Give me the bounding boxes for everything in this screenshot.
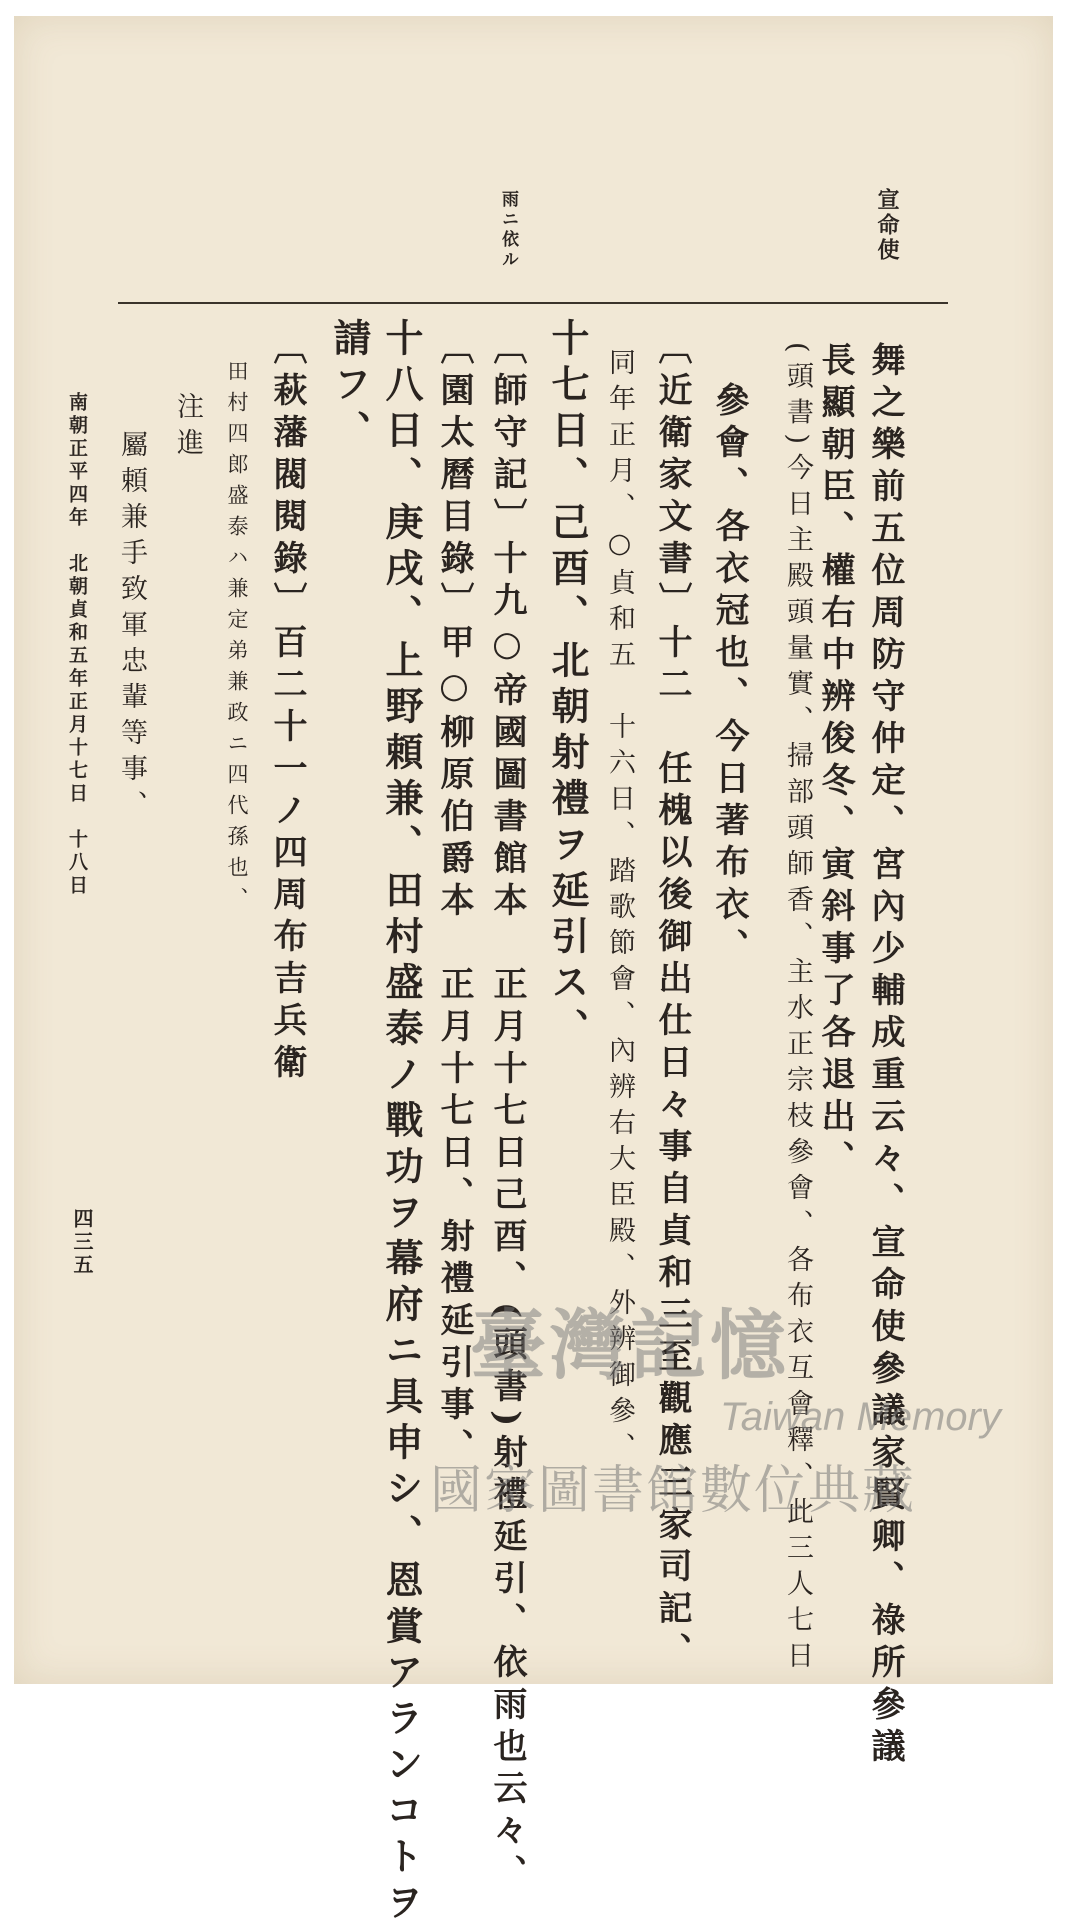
running-header-title: 宣命使 xyxy=(874,188,900,263)
text-column-13: 田村四郎盛泰ハ兼定弟兼政ニ四代孫也、 xyxy=(225,360,249,918)
footer-date: 南朝正平四年 北朝貞和五年正月十七日 十八日 xyxy=(66,392,88,898)
text-column-10: 十八日、庚戌、上野頼兼、田村盛泰ノ戰功ヲ幕府ニ具申シ、恩賞アランコトヲ xyxy=(379,318,424,1928)
text-column-9: 〔園太曆目錄〕甲○柳原伯爵本 正月十七日、射禮延引事、 xyxy=(434,330,474,1470)
header-rule xyxy=(118,302,948,304)
text-column-4: 參會、各衣冠也、今日著布衣、 xyxy=(709,382,749,970)
text-column-12: 〔萩藩閥閱錄〕百二十一ノ四周布吉兵衛 xyxy=(267,330,307,1086)
text-column-1: 舞之樂前五位周防守仲定、宮內少輔成重云々、宣命使參議家賢卿、祿所參議 xyxy=(865,342,905,1770)
text-column-15: 屬頼兼手致軍忠輩等事、 xyxy=(116,430,147,826)
text-column-6: 同年正月、○貞和五 十六日、踏歌節會、內辨右大臣殿、外辨御參、 xyxy=(604,348,635,1468)
text-column-2: 長顯朝臣、權右中辨俊冬、寅斜事了各退出、 xyxy=(815,342,855,1182)
text-column-8: 〔師守記〕十九○帝國圖書館本 正月十七日己酉、(頭書)射禮延引、依雨也云々、 xyxy=(487,330,527,1897)
page-number: 四三五 xyxy=(70,1208,94,1277)
text-column-14: 注進 xyxy=(172,392,203,464)
running-header-note: 雨ニ依ル xyxy=(498,190,518,270)
watermark-chinese: 臺灣記憶 xyxy=(470,1301,790,1390)
watermark-english: Taiwan Memory xyxy=(720,1395,1001,1439)
text-column-7: 十七日、己酉、北朝射禮ヲ延引ス、 xyxy=(545,318,590,1054)
watermark-library: 國家圖書館數位典藏 xyxy=(430,1462,917,1520)
text-column-5: 〔近衛家文書〕十二 任槐以後御出仕日々事自貞和三至觀應三家司記、 xyxy=(652,330,692,1674)
text-column-3: (頭書)今日主殿頭量實、掃部頭師香、主水正宗枝參會、各布衣互會釋、此三人七日 xyxy=(782,342,813,1678)
text-column-11: 請フ、 xyxy=(327,318,372,456)
